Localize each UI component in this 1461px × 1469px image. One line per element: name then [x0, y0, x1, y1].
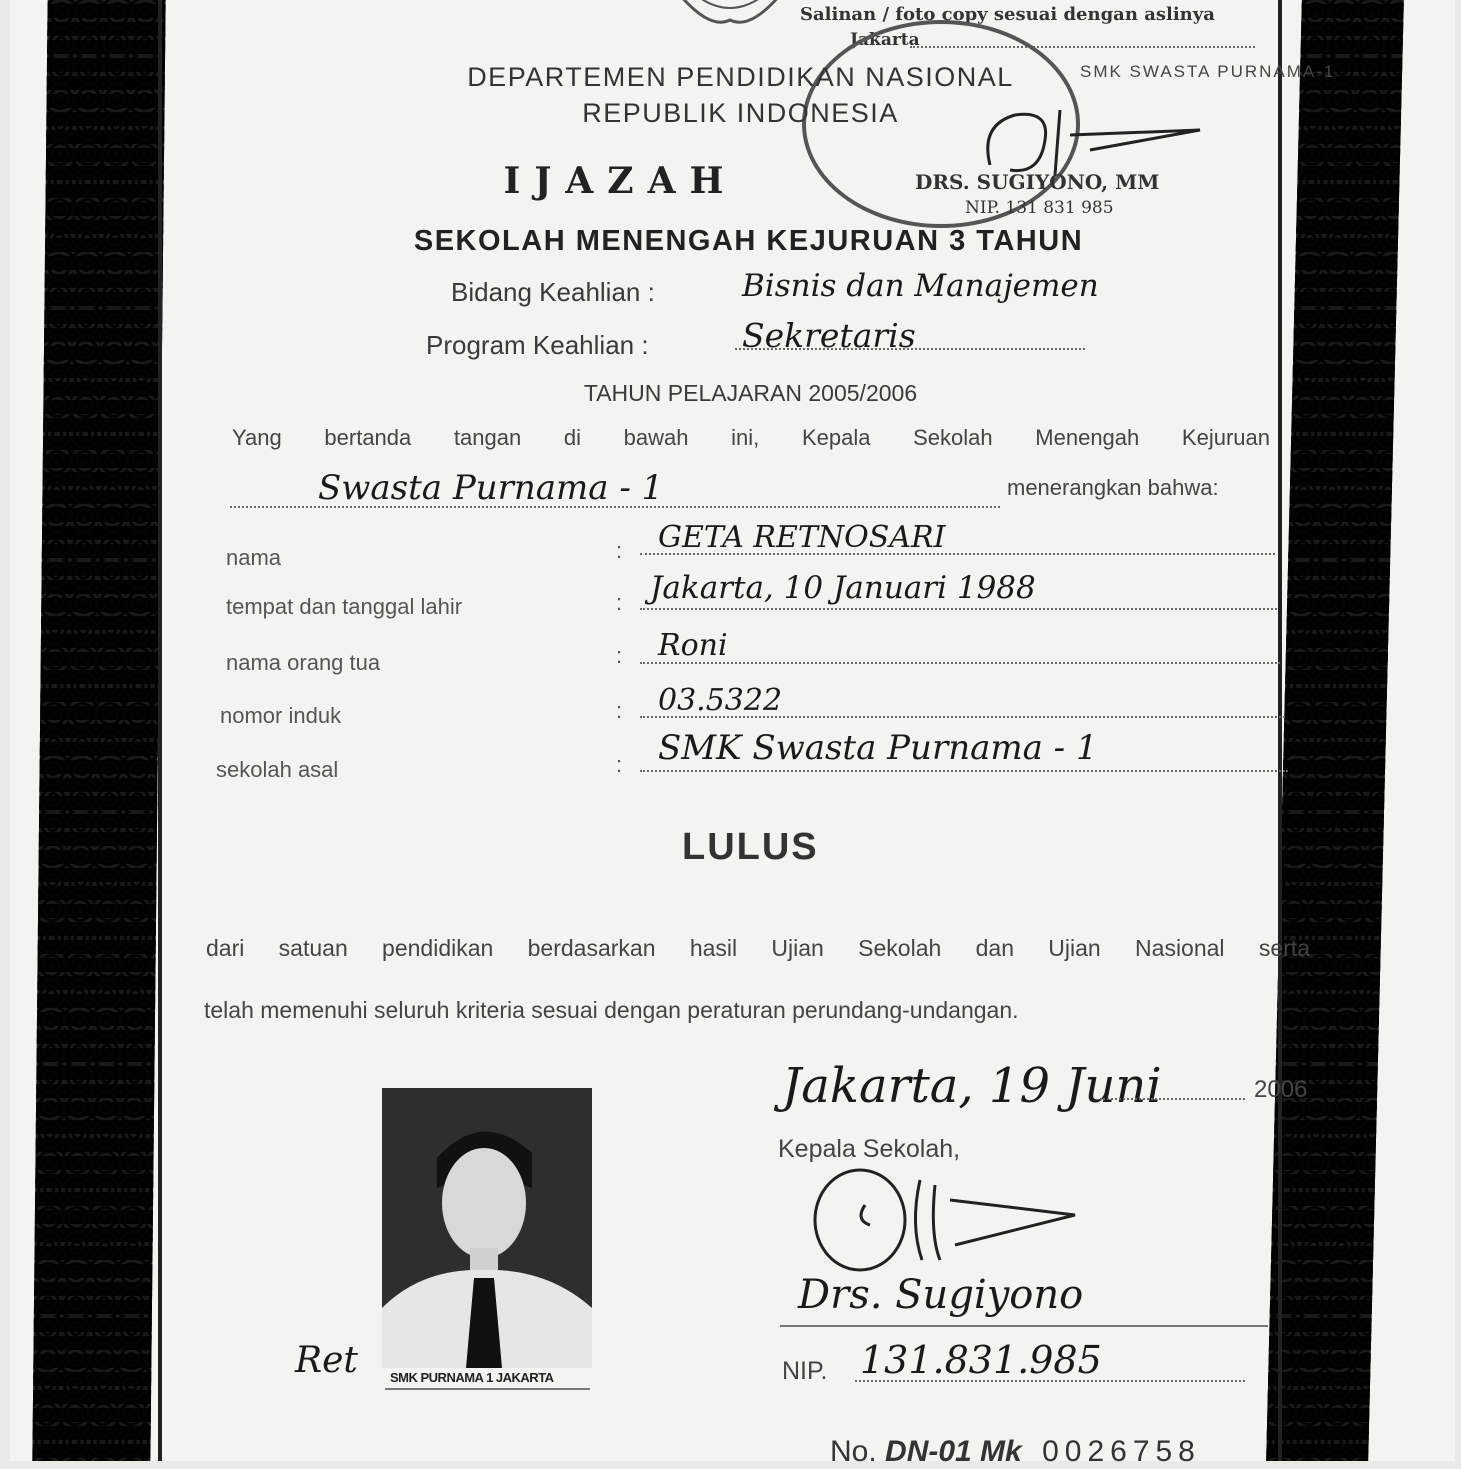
bidang-value: Bisnis dan Manajemen [742, 268, 1099, 304]
number-value: 0026758 [1042, 1435, 1201, 1468]
number-label: No. [830, 1435, 877, 1468]
number-code: DN-01 Mk [885, 1435, 1022, 1468]
republic-title: REPUBLIK INDONESIA [582, 98, 899, 128]
statement-intro: Yang bertanda tangan di bawah ini, Kepala Sekolah Menengah Kejuruan [232, 425, 1270, 450]
signature-place-date: Jakarta, 19 Juni [782, 1058, 1162, 1114]
signature-role: Kepala Sekolah, [778, 1135, 961, 1163]
field-colon-ttl: : [616, 590, 623, 615]
field-dots-induk [640, 716, 1285, 718]
signature-date-dots [1100, 1098, 1245, 1100]
certificate-number [830, 1435, 1201, 1469]
copy-note: Salinan / foto copy sesuai dengan aslinya [800, 4, 1215, 25]
field-label-induk: nomor induk [220, 703, 342, 728]
photo-initials: Ret [295, 1340, 358, 1381]
student-portrait [382, 1088, 592, 1368]
copy-city: Jakarta [850, 30, 920, 50]
result-line-2: telah memenuhi seluruh kriteria sesuai dengan peraturan perundang-undangan. [204, 997, 1019, 1023]
document-title: IJAZAH [503, 160, 738, 202]
program-dots [735, 348, 1085, 350]
signature-line [780, 1325, 1268, 1327]
border-rule-left [158, 0, 162, 1461]
result-line-1: dari satuan pendidikan berdasarkan hasil Ujian Sekolah dan Ujian Nasional serta [206, 935, 1310, 961]
signature-nip-label: NIP. [782, 1357, 828, 1385]
field-label-orangtua: nama orang tua [226, 650, 381, 675]
certificate-sheet [10, 0, 1455, 1468]
student-photo [382, 1088, 592, 1368]
field-dots-ttl [640, 608, 1277, 610]
result-status: LULUS [682, 826, 819, 868]
field-dots-asal [640, 770, 1288, 772]
field-value-asal: SMK Swasta Purnama - 1 [658, 728, 1098, 768]
academic-year: TAHUN PELAJARAN 2005/2006 [583, 380, 918, 406]
department-title: DEPARTEMEN PENDIDIKAN NASIONAL [467, 62, 1014, 92]
photo-caption-line [385, 1388, 590, 1390]
headmaster-signature [810, 1165, 1090, 1275]
field-label-asal: sekolah asal [216, 757, 339, 782]
signature-name: Drs. Sugiyono [798, 1272, 1084, 1318]
field-dots-nama [640, 553, 1275, 555]
stamp-school-text: SMK SWASTA PURNAMA-1 [1080, 62, 1336, 81]
field-label-nama: nama [226, 545, 282, 570]
statement-menerangkan: menerangkan bahwa: [1007, 475, 1219, 500]
stamp-name: DRS. SUGIYONO, MM [915, 170, 1160, 194]
garuda-emblem [670, 0, 790, 30]
field-value-ttl: Jakarta, 10 Januari 1988 [650, 570, 1036, 606]
statement-school-name: Swasta Purnama - 1 [318, 468, 664, 508]
bidang-label: Bidang Keahlian : [451, 277, 655, 307]
ornamental-border-left [32, 0, 165, 1461]
signature-nip-value: 131.831.985 [860, 1338, 1102, 1382]
program-value: Sekretaris [742, 316, 916, 355]
program-label: Program Keahlian : [426, 330, 649, 360]
border-rule-right [1278, 0, 1282, 1461]
field-colon-orangtua: : [616, 643, 623, 668]
field-value-induk: 03.5322 [658, 683, 783, 718]
field-value-orangtua: Roni [658, 628, 728, 663]
field-colon-induk: : [616, 698, 623, 723]
stamp-nip: NIP. 131 831 985 [965, 198, 1114, 218]
field-colon-asal: : [616, 752, 623, 777]
ornamental-border-right [1266, 0, 1404, 1461]
school-type: SEKOLAH MENENGAH KEJURUAN 3 TAHUN [413, 225, 1084, 257]
photo-caption: SMK PURNAMA 1 JAKARTA [390, 1370, 554, 1385]
field-colon-nama: : [616, 538, 623, 563]
field-dots-orangtua [640, 662, 1280, 664]
signature-nip-dots [855, 1380, 1245, 1382]
signature-year: 2006 [1254, 1076, 1308, 1103]
field-label-ttl: tempat dan tanggal lahir [226, 594, 463, 619]
field-value-nama: GETA RETNOSARI [658, 520, 946, 555]
